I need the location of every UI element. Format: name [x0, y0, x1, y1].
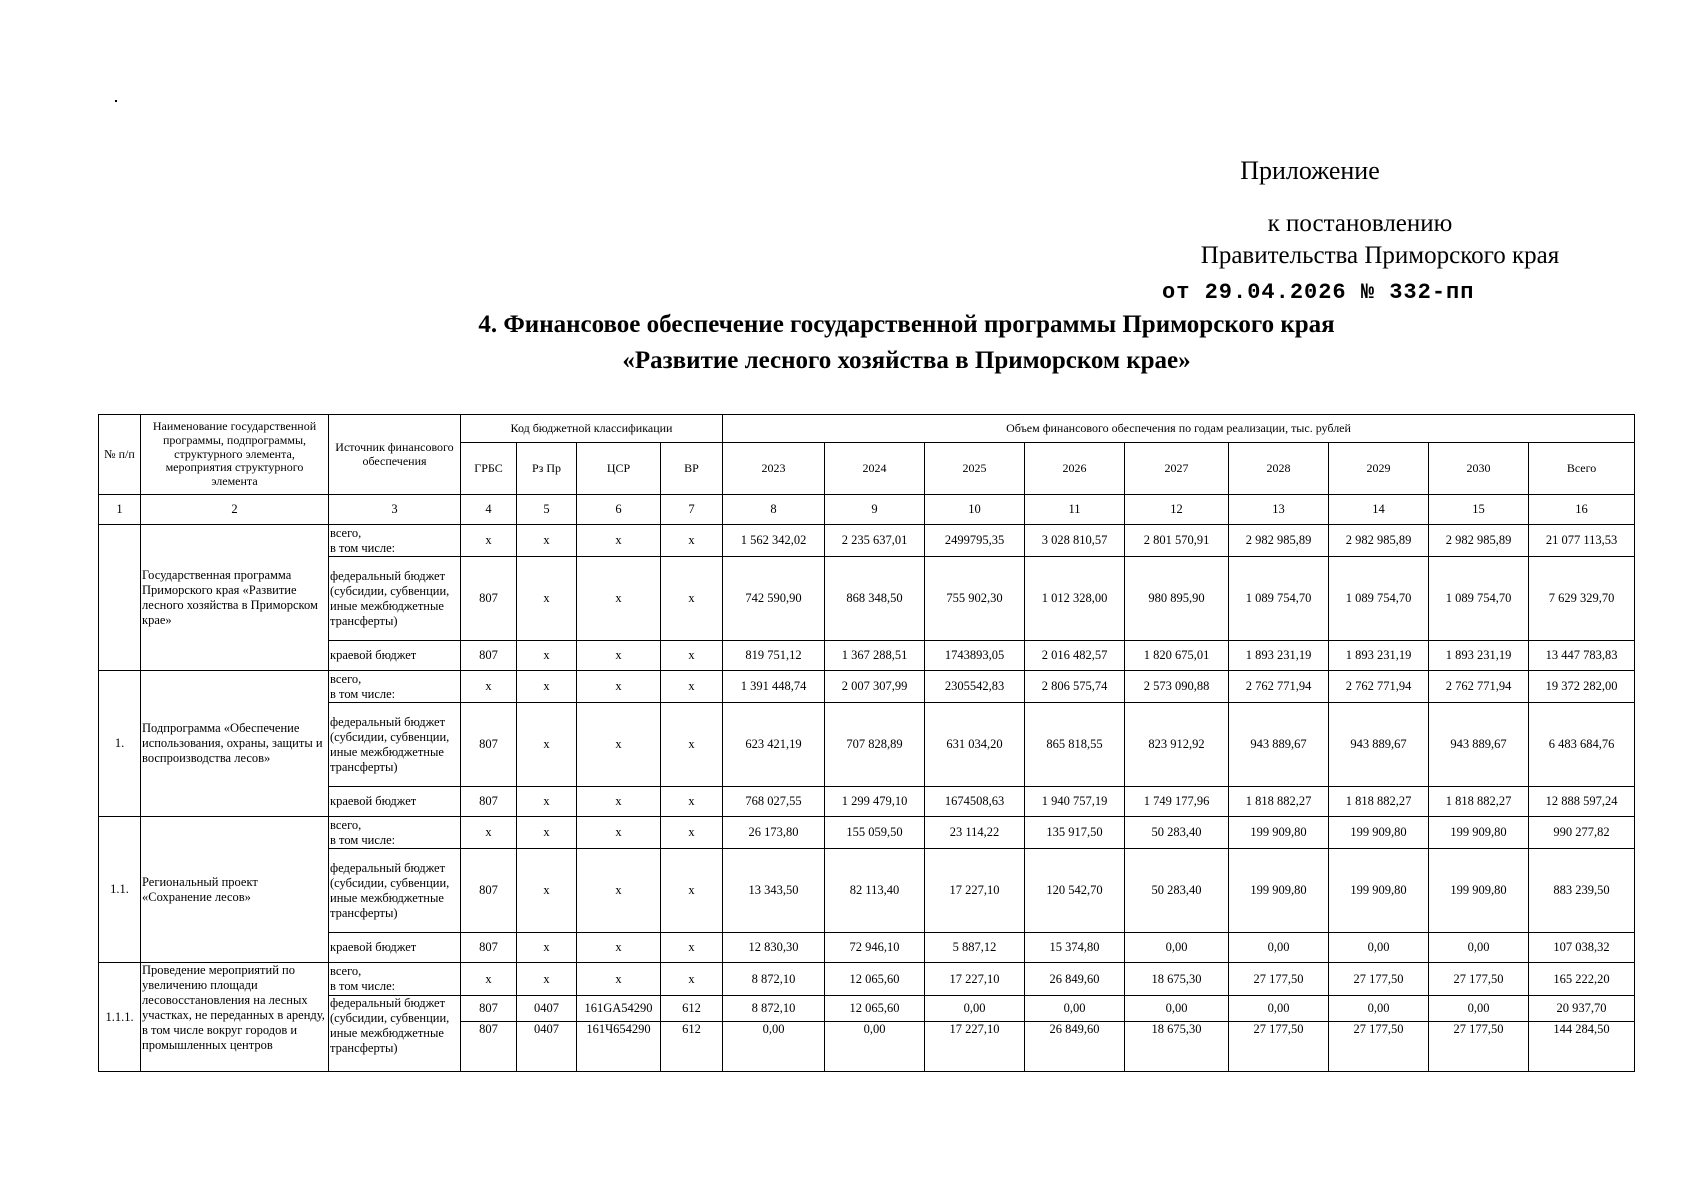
- value-cell: 15 374,80: [1025, 933, 1125, 963]
- value-cell: 883 239,50: [1529, 849, 1635, 933]
- value-cell: 2499795,35: [925, 525, 1025, 557]
- value-cell: 120 542,70: [1025, 849, 1125, 933]
- value-cell: 27 177,50: [1229, 1022, 1329, 1072]
- table-row: [99, 557, 1635, 641]
- value-cell: 3 028 810,57: [1025, 525, 1125, 557]
- value-cell: 623 421,19: [723, 703, 825, 787]
- table-row: [99, 817, 1635, 849]
- kbk-cell: 0407: [517, 996, 577, 1022]
- kbk-cell: x: [461, 817, 517, 849]
- value-cell: 1 562 342,02: [723, 525, 825, 557]
- kbk-cell: x: [517, 671, 577, 703]
- column-number: 4: [461, 495, 517, 525]
- value-cell: 17 227,10: [925, 963, 1025, 996]
- kbk-cell: x: [577, 787, 661, 817]
- kbk-cell: x: [461, 963, 517, 996]
- value-cell: 199 909,80: [1229, 817, 1329, 849]
- kbk-cell: 807: [461, 849, 517, 933]
- value-cell: 990 277,82: [1529, 817, 1635, 849]
- value-cell: 26 849,60: [1025, 1022, 1125, 1072]
- kbk-cell: x: [577, 641, 661, 671]
- value-cell: 1 818 882,27: [1229, 787, 1329, 817]
- value-cell: 0,00: [925, 996, 1025, 1022]
- header-year-col: 2027: [1125, 443, 1229, 495]
- value-cell: 1 299 479,10: [825, 787, 925, 817]
- value-cell: 27 177,50: [1229, 963, 1329, 996]
- value-cell: 50 283,40: [1125, 849, 1229, 933]
- value-cell: 1 089 754,70: [1329, 557, 1429, 641]
- value-cell: 155 059,50: [825, 817, 925, 849]
- kbk-cell: 807: [461, 703, 517, 787]
- kbk-cell: x: [577, 817, 661, 849]
- kbk-cell: x: [461, 525, 517, 557]
- table-row: [99, 933, 1635, 963]
- kbk-cell: x: [577, 525, 661, 557]
- value-cell: 12 065,60: [825, 996, 925, 1022]
- value-cell: 823 912,92: [1125, 703, 1229, 787]
- value-cell: 865 818,55: [1025, 703, 1125, 787]
- appendix-title: Приложение: [1240, 156, 1380, 185]
- header-kbk-col: ЦСР: [577, 443, 661, 495]
- value-cell: 2 982 985,89: [1329, 525, 1429, 557]
- header-year-col: 2028: [1229, 443, 1329, 495]
- value-cell: 2 762 771,94: [1329, 671, 1429, 703]
- source-cell: всего, в том числе:: [329, 525, 461, 557]
- value-cell: 1 893 231,19: [1329, 641, 1429, 671]
- value-cell: 1 391 448,74: [723, 671, 825, 703]
- value-cell: 1 749 177,96: [1125, 787, 1229, 817]
- value-cell: 199 909,80: [1229, 849, 1329, 933]
- value-cell: 1 893 231,19: [1429, 641, 1529, 671]
- header-source: Источник финансового обеспечения: [329, 415, 461, 495]
- financing-table: [98, 414, 1635, 1072]
- value-cell: 50 283,40: [1125, 817, 1229, 849]
- value-cell: 0,00: [1025, 996, 1125, 1022]
- header-year-col: 2024: [825, 443, 925, 495]
- column-number: 8: [723, 495, 825, 525]
- value-cell: 943 889,67: [1229, 703, 1329, 787]
- row-number: 1.: [99, 671, 141, 817]
- value-cell: 18 675,30: [1125, 1022, 1229, 1072]
- value-cell: 1 940 757,19: [1025, 787, 1125, 817]
- source-cell: краевой бюджет: [329, 933, 461, 963]
- table-row: [99, 671, 1635, 703]
- table-row: [99, 787, 1635, 817]
- scan-speck: [115, 100, 117, 102]
- kbk-cell: 807: [461, 787, 517, 817]
- value-cell: 2 016 482,57: [1025, 641, 1125, 671]
- appendix-date-number: от 29.04.2026 № 332-пп: [1162, 280, 1475, 305]
- source-cell: краевой бюджет: [329, 787, 461, 817]
- value-cell: 12 830,30: [723, 933, 825, 963]
- header-name: Наименование государственной программы, подпрограммы, структурного элемента, мероприятия структурного элемента: [141, 415, 329, 495]
- value-cell: 199 909,80: [1429, 849, 1529, 933]
- value-cell: 0,00: [1229, 933, 1329, 963]
- value-cell: 13 447 783,83: [1529, 641, 1635, 671]
- value-cell: 2 806 575,74: [1025, 671, 1125, 703]
- table-row: [99, 525, 1635, 557]
- header-year-col: 2030: [1429, 443, 1529, 495]
- value-cell: 1 012 328,00: [1025, 557, 1125, 641]
- row-name: Региональный проект «Сохранение лесов»: [141, 817, 329, 963]
- value-cell: 20 937,70: [1529, 996, 1635, 1022]
- kbk-cell: x: [577, 671, 661, 703]
- kbk-cell: x: [577, 849, 661, 933]
- value-cell: 742 590,90: [723, 557, 825, 641]
- value-cell: 0,00: [1229, 996, 1329, 1022]
- value-cell: 1 818 882,27: [1329, 787, 1429, 817]
- value-cell: 144 284,50: [1529, 1022, 1635, 1072]
- value-cell: 1 367 288,51: [825, 641, 925, 671]
- value-cell: 0,00: [1429, 933, 1529, 963]
- kbk-cell: 161Ч654290: [577, 1022, 661, 1072]
- kbk-cell: x: [517, 703, 577, 787]
- column-number: 12: [1125, 495, 1229, 525]
- value-cell: 2 235 637,01: [825, 525, 925, 557]
- kbk-cell: 807: [461, 641, 517, 671]
- value-cell: 26 849,60: [1025, 963, 1125, 996]
- value-cell: 768 027,55: [723, 787, 825, 817]
- value-cell: 631 034,20: [925, 703, 1025, 787]
- value-cell: 2 801 570,91: [1125, 525, 1229, 557]
- kbk-cell: x: [577, 963, 661, 996]
- value-cell: 819 751,12: [723, 641, 825, 671]
- kbk-cell: x: [517, 963, 577, 996]
- kbk-cell: x: [577, 703, 661, 787]
- value-cell: 1 089 754,70: [1429, 557, 1529, 641]
- header-year-col: 2026: [1025, 443, 1125, 495]
- value-cell: 755 902,30: [925, 557, 1025, 641]
- document-heading-line-1: 4. Финансовое обеспечение государственной программы Приморского края: [478, 311, 1335, 338]
- value-cell: 27 177,50: [1329, 963, 1429, 996]
- value-cell: 199 909,80: [1329, 817, 1429, 849]
- source-cell: всего, в том числе:: [329, 671, 461, 703]
- value-cell: 2305542,83: [925, 671, 1025, 703]
- header-year-col: 2023: [723, 443, 825, 495]
- column-number: 5: [517, 495, 577, 525]
- source-cell: федеральный бюджет (субсидии, субвенции, иные межбюджетные трансферты): [329, 996, 461, 1072]
- value-cell: 107 038,32: [1529, 933, 1635, 963]
- value-cell: 6 483 684,76: [1529, 703, 1635, 787]
- kbk-cell: x: [661, 671, 723, 703]
- table-row: [99, 641, 1635, 671]
- value-cell: 2 007 307,99: [825, 671, 925, 703]
- kbk-cell: x: [661, 817, 723, 849]
- value-cell: 19 372 282,00: [1529, 671, 1635, 703]
- header-year-col: 2025: [925, 443, 1025, 495]
- source-cell: федеральный бюджет (субсидии, субвенции, иные межбюджетные трансферты): [329, 557, 461, 641]
- value-cell: 980 895,90: [1125, 557, 1229, 641]
- column-number: 1: [99, 495, 141, 525]
- appendix-line-1: к постановлению: [1267, 210, 1453, 237]
- row-name: Государственная программа Приморского края «Развитие лесного хозяйства в Приморском крае»: [141, 525, 329, 671]
- column-number: 14: [1329, 495, 1429, 525]
- kbk-cell: x: [661, 557, 723, 641]
- kbk-cell: x: [661, 525, 723, 557]
- kbk-cell: x: [517, 849, 577, 933]
- kbk-cell: 0407: [517, 1022, 577, 1072]
- value-cell: 1743893,05: [925, 641, 1025, 671]
- kbk-cell: x: [461, 671, 517, 703]
- value-cell: 0,00: [1329, 933, 1429, 963]
- column-number: 15: [1429, 495, 1529, 525]
- value-cell: 943 889,67: [1329, 703, 1429, 787]
- value-cell: 5 887,12: [925, 933, 1025, 963]
- kbk-cell: 612: [661, 1022, 723, 1072]
- value-cell: 0,00: [1429, 996, 1529, 1022]
- kbk-cell: 807: [461, 1022, 517, 1072]
- source-cell: федеральный бюджет (субсидии, субвенции, иные межбюджетные трансферты): [329, 849, 461, 933]
- value-cell: 72 946,10: [825, 933, 925, 963]
- kbk-cell: x: [517, 557, 577, 641]
- value-cell: 165 222,20: [1529, 963, 1635, 996]
- value-cell: 26 173,80: [723, 817, 825, 849]
- value-cell: 1 893 231,19: [1229, 641, 1329, 671]
- value-cell: 135 917,50: [1025, 817, 1125, 849]
- value-cell: 0,00: [825, 1022, 925, 1072]
- value-cell: 21 077 113,53: [1529, 525, 1635, 557]
- appendix-line-2: Правительства Приморского края: [1200, 242, 1560, 269]
- value-cell: 1674508,63: [925, 787, 1025, 817]
- value-cell: 1 089 754,70: [1229, 557, 1329, 641]
- row-name: Подпрограмма «Обеспечение использования, охраны, защиты и воспроизводства лесов»: [141, 671, 329, 817]
- value-cell: 17 227,10: [925, 1022, 1025, 1072]
- header-year-col: Всего: [1529, 443, 1635, 495]
- kbk-cell: x: [661, 849, 723, 933]
- table-row: [99, 996, 1635, 1022]
- row-number: 1.1.: [99, 817, 141, 963]
- column-number: 11: [1025, 495, 1125, 525]
- column-number: 6: [577, 495, 661, 525]
- column-number: 16: [1529, 495, 1635, 525]
- kbk-cell: x: [577, 557, 661, 641]
- kbk-cell: 161GA54290: [577, 996, 661, 1022]
- column-number: 10: [925, 495, 1025, 525]
- value-cell: 27 177,50: [1429, 963, 1529, 996]
- value-cell: 2 762 771,94: [1229, 671, 1329, 703]
- row-number: [99, 525, 141, 671]
- value-cell: 0,00: [1125, 933, 1229, 963]
- header-kbk-col: ГРБС: [461, 443, 517, 495]
- value-cell: 12 888 597,24: [1529, 787, 1635, 817]
- column-number: 7: [661, 495, 723, 525]
- value-cell: 27 177,50: [1329, 1022, 1429, 1072]
- header-kbk-col: ВР: [661, 443, 723, 495]
- column-number: 13: [1229, 495, 1329, 525]
- value-cell: 943 889,67: [1429, 703, 1529, 787]
- value-cell: 1 820 675,01: [1125, 641, 1229, 671]
- header-year-col: 2029: [1329, 443, 1429, 495]
- value-cell: 23 114,22: [925, 817, 1025, 849]
- value-cell: 707 828,89: [825, 703, 925, 787]
- value-cell: 868 348,50: [825, 557, 925, 641]
- kbk-cell: x: [661, 641, 723, 671]
- column-number: 2: [141, 495, 329, 525]
- document-heading-line-2: «Развитие лесного хозяйства в Приморском крае»: [622, 347, 1191, 374]
- value-cell: 0,00: [1125, 996, 1229, 1022]
- kbk-cell: x: [517, 933, 577, 963]
- source-cell: всего, в том числе:: [329, 963, 461, 996]
- value-cell: 18 675,30: [1125, 963, 1229, 996]
- kbk-cell: 807: [461, 933, 517, 963]
- column-number: 9: [825, 495, 925, 525]
- table-row: [99, 703, 1635, 787]
- value-cell: 12 065,60: [825, 963, 925, 996]
- value-cell: 199 909,80: [1429, 817, 1529, 849]
- source-cell: всего, в том числе:: [329, 817, 461, 849]
- kbk-cell: 807: [461, 996, 517, 1022]
- kbk-cell: x: [661, 963, 723, 996]
- kbk-cell: 612: [661, 996, 723, 1022]
- kbk-cell: x: [517, 525, 577, 557]
- value-cell: 2 573 090,88: [1125, 671, 1229, 703]
- value-cell: 1 818 882,27: [1429, 787, 1529, 817]
- kbk-cell: x: [661, 703, 723, 787]
- kbk-cell: 807: [461, 557, 517, 641]
- table-row: [99, 963, 1635, 996]
- value-cell: 2 982 985,89: [1429, 525, 1529, 557]
- value-cell: 13 343,50: [723, 849, 825, 933]
- value-cell: 7 629 329,70: [1529, 557, 1635, 641]
- source-cell: федеральный бюджет (субсидии, субвенции, иные межбюджетные трансферты): [329, 703, 461, 787]
- value-cell: 199 909,80: [1329, 849, 1429, 933]
- kbk-cell: x: [661, 787, 723, 817]
- value-cell: 27 177,50: [1429, 1022, 1529, 1072]
- value-cell: 2 762 771,94: [1429, 671, 1529, 703]
- kbk-cell: x: [517, 787, 577, 817]
- value-cell: 2 982 985,89: [1229, 525, 1329, 557]
- column-number: 3: [329, 495, 461, 525]
- kbk-cell: x: [661, 933, 723, 963]
- value-cell: 0,00: [1329, 996, 1429, 1022]
- source-cell: краевой бюджет: [329, 641, 461, 671]
- value-cell: 0,00: [723, 1022, 825, 1072]
- value-cell: 82 113,40: [825, 849, 925, 933]
- value-cell: 17 227,10: [925, 849, 1025, 933]
- kbk-cell: x: [577, 933, 661, 963]
- kbk-cell: x: [517, 817, 577, 849]
- row-number: 1.1.1.: [99, 963, 141, 1072]
- value-cell: 8 872,10: [723, 996, 825, 1022]
- header-num: № п/п: [99, 415, 141, 495]
- table-row: [99, 849, 1635, 933]
- header-volume-group: Объем финансового обеспечения по годам реализации, тыс. рублей: [723, 415, 1635, 443]
- kbk-cell: x: [517, 641, 577, 671]
- header-kbk-group: Код бюджетной классификации: [461, 415, 723, 443]
- value-cell: 8 872,10: [723, 963, 825, 996]
- header-kbk-col: Рз Пр: [517, 443, 577, 495]
- row-name: Проведение мероприятий по увеличению площади лесовосстановления на лесных участках, не переданных в аренду, в том числе вокруг городов и промышленных центров: [141, 963, 329, 1072]
